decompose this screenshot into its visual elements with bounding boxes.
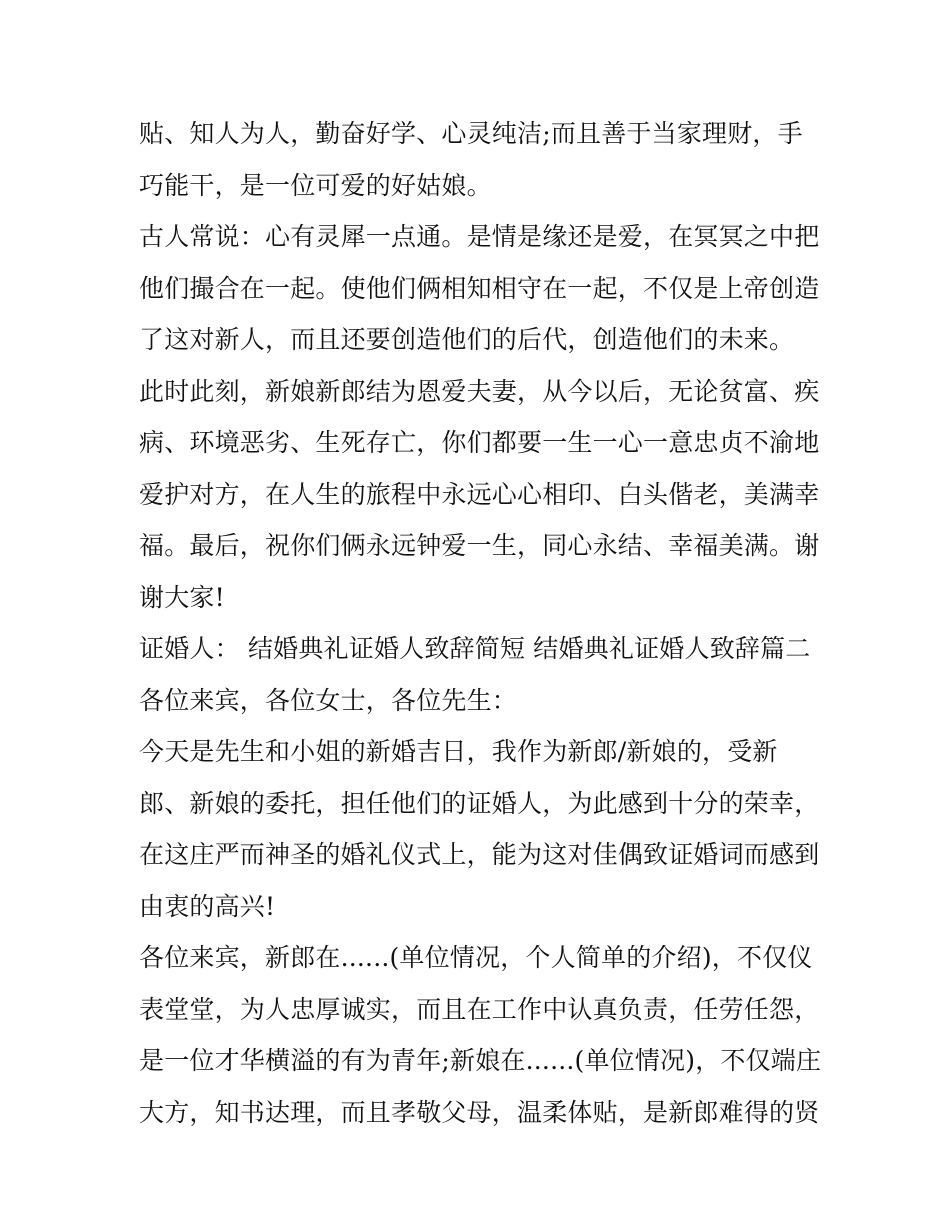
text-line: 由衷的高兴! bbox=[139, 891, 276, 921]
text-line: 各位来宾，各位女士，各位先生： bbox=[139, 685, 518, 715]
text-line: 贴、知人为人，勤奋好学、心灵纯洁;而且善于当家理财，手 bbox=[139, 119, 803, 148]
section-heading-line: 证婚人： 结婚典礼证婚人致辞简短 结婚典礼证婚人致辞篇二 bbox=[139, 634, 811, 663]
text-line: 古人常说：心有灵犀一点通。是情是缘还是爱，在冥冥之中把 bbox=[139, 222, 820, 251]
text-line: 福。最后，祝你们俩永远钟爱一生，同心永结、幸福美满。谢 bbox=[139, 531, 820, 560]
text-line: 是一位才华横溢的有为青年;新娘在......(单位情况)，不仅端庄 bbox=[139, 1046, 822, 1075]
text-line: 巧能干，是一位可爱的好姑娘。 bbox=[139, 170, 492, 200]
text-line: 今天是先生和小姐的新婚吉日，我作为新郎/新娘的，受新 bbox=[139, 737, 778, 766]
text-line: 此时此刻，新娘新郎结为恩爱夫妻，从今以后，无论贫富、疾 bbox=[139, 376, 820, 406]
text-line: 谢大家! bbox=[139, 582, 225, 612]
text-line: 表堂堂，为人忠厚诚实，而且在工作中认真负责，任劳任怨， bbox=[139, 994, 820, 1024]
text-line: 爱护对方，在人生的旅程中永远心心相印、白头偕老，美满幸 bbox=[139, 479, 820, 509]
text-line: 在这庄严而神圣的婚礼仪式上，能为这对佳偶致证婚词而感到 bbox=[139, 840, 820, 869]
text-line: 他们撮合在一起。使他们俩相知相守在一起，不仅是上帝创造 bbox=[139, 273, 820, 303]
text-line: 各位来宾，新郎在......(单位情况，个人简单的介绍)，不仅仪 bbox=[139, 943, 813, 972]
body-text bbox=[139, 108, 822, 1138]
text-line: 病、环境恶劣、生死存亡，你们都要一生一心一意忠贞不渝地 bbox=[139, 428, 820, 457]
text-line: 大方，知书达理，而且孝敬父母，温柔体贴，是新郎难得的贤 bbox=[139, 1097, 820, 1127]
text-line: 了这对新人，而且还要创造他们的后代，创造他们的未来。 bbox=[139, 325, 795, 354]
text-line: 郎、新娘的委托，担任他们的证婚人，为此感到十分的荣幸， bbox=[139, 788, 820, 818]
